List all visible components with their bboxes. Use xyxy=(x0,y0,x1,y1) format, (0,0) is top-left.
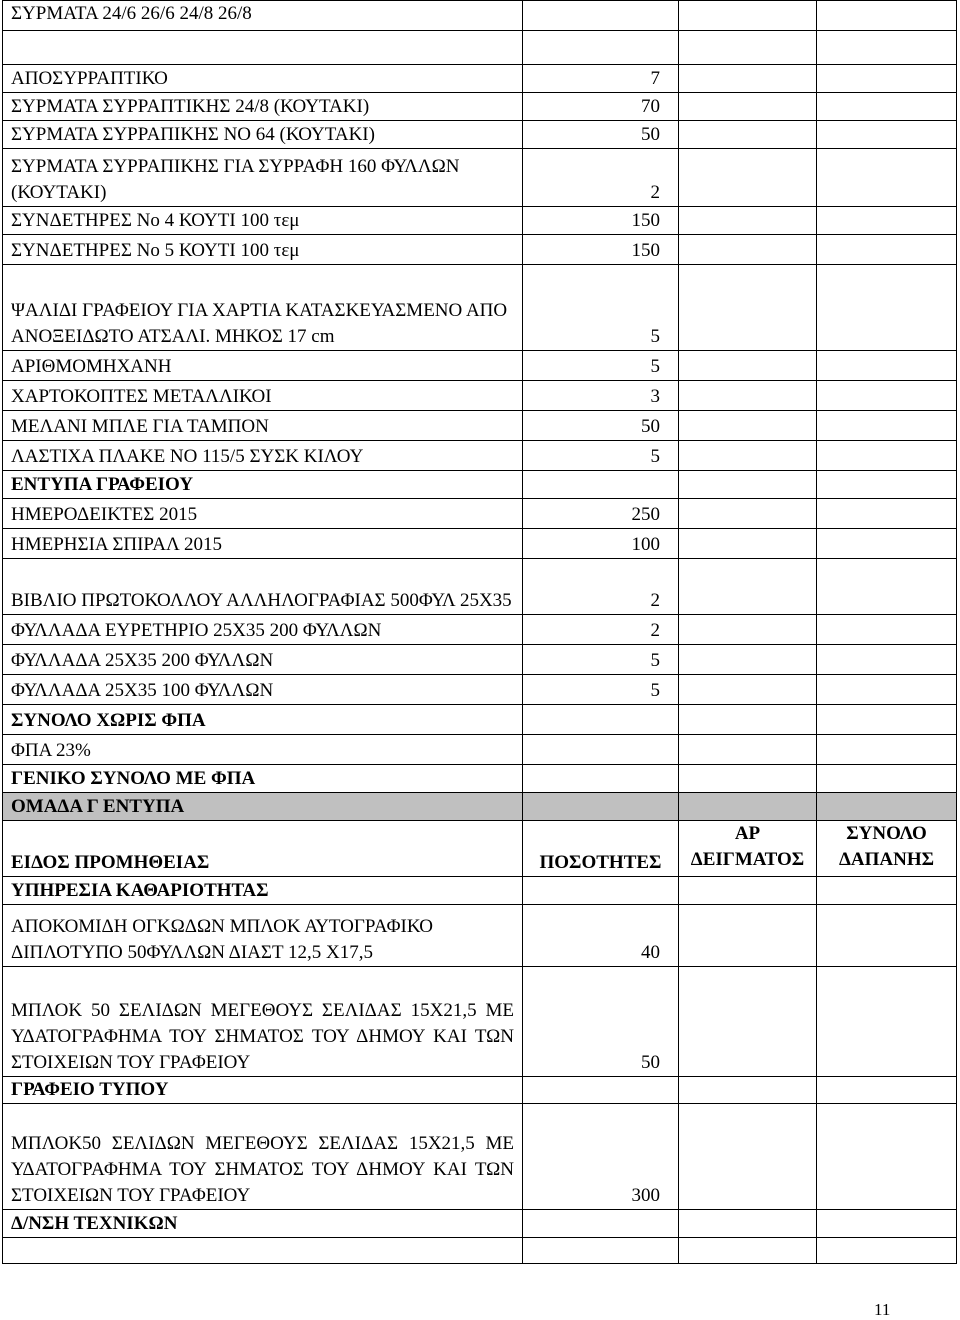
item-cell: ΣΥΡΜΑΤΑ 24/6 26/6 24/8 26/8 xyxy=(3,1,523,31)
qty-cell xyxy=(523,1077,679,1104)
sample-cell xyxy=(679,1104,817,1210)
qty-cell: 300 xyxy=(523,1104,679,1210)
item-cell: ΕΝΤΥΠΑ ΓΡΑΦΕΙΟΥ xyxy=(3,471,523,499)
table-row xyxy=(3,675,957,705)
table-row xyxy=(3,1210,957,1238)
qty-cell: 150 xyxy=(523,235,679,265)
total-cell xyxy=(817,93,957,121)
qty-cell xyxy=(523,471,679,499)
table-row xyxy=(3,1104,957,1210)
qty-cell xyxy=(523,1210,679,1238)
sample-cell xyxy=(679,265,817,351)
qty-cell: 150 xyxy=(523,207,679,235)
sample-cell xyxy=(679,645,817,675)
item-cell: ΑΡΙΘΜΟΜΗΧΑΝΗ xyxy=(3,351,523,381)
item-cell: ΓΡΑΦΕΙΟ ΤΥΠΟΥ xyxy=(3,1077,523,1104)
table-row xyxy=(3,529,957,559)
sample-cell xyxy=(679,529,817,559)
total-cell xyxy=(817,1104,957,1210)
table-row xyxy=(3,265,957,351)
table-row xyxy=(3,559,957,615)
table-row xyxy=(3,31,957,65)
table-row xyxy=(3,645,957,675)
total-cell xyxy=(817,1,957,31)
header-sample: ΑΡ ΔΕΙΓΜΑΤΟΣ xyxy=(679,821,817,877)
item-cell: ΣΥΡΜΑΤΑ ΣΥΡΡΑΠΙΚΗΣ ΝΟ 64 (ΚΟΥΤΑΚΙ) xyxy=(3,121,523,149)
item-cell: ΧΑΡΤΟΚΟΠΤΕΣ ΜΕΤΑΛΛΙΚΟΙ xyxy=(3,381,523,411)
item-cell: ΑΠΟΚΟΜΙΔΗ ΟΓΚΩΔΩΝ ΜΠΛΟΚ ΑΥΤΟΓΡΑΦΙΚΟ ΔΙΠΛΟΤΥΠΟ 50ΦΥΛΛΩΝ ΔΙΑΣΤ 12,5 Χ17,5 xyxy=(3,905,523,967)
total-cell xyxy=(817,645,957,675)
total-cell xyxy=(817,675,957,705)
sample-cell xyxy=(679,1210,817,1238)
group-heading-row xyxy=(3,793,957,821)
total-cell xyxy=(817,265,957,351)
group-heading: ΟΜΑΔΑ Γ ΕΝΤΥΠΑ xyxy=(3,793,523,821)
sample-cell xyxy=(679,559,817,615)
qty-cell: 100 xyxy=(523,529,679,559)
header-item: ΕΙΔΟΣ ΠΡΟΜΗΘΕΙΑΣ xyxy=(3,821,523,877)
table-row xyxy=(3,207,957,235)
total-cell xyxy=(817,441,957,471)
sample-cell xyxy=(679,967,817,1077)
item-cell: ΑΠΟΣΥΡΡΑΠΤΙΚΟ xyxy=(3,65,523,93)
table-row xyxy=(3,1238,957,1264)
item-cell: ΦΥΛΛΑΔΑ ΕΥΡΕΤΗΡΙΟ 25Χ35 200 ΦΥΛΛΩΝ xyxy=(3,615,523,645)
qty-cell xyxy=(523,735,679,765)
sample-cell xyxy=(679,615,817,645)
total-cell xyxy=(817,471,957,499)
qty-cell xyxy=(523,705,679,735)
item-cell: Δ/ΝΣΗ ΤΕΧΝΙΚΩΝ xyxy=(3,1210,523,1238)
procurement-table xyxy=(2,0,957,1264)
table-row xyxy=(3,381,957,411)
qty-cell: 5 xyxy=(523,645,679,675)
table-row xyxy=(3,877,957,905)
item-cell: ΣΥΡΜΑΤΑ ΣΥΡΡΑΠΤΙΚΗΣ 24/8 (ΚΟΥΤΑΚΙ) xyxy=(3,93,523,121)
item-cell: ΗΜΕΡΟΔΕΙΚΤΕΣ 2015 xyxy=(3,499,523,529)
total-cell xyxy=(817,351,957,381)
item-cell: ΜΠΛΟΚ50 ΣΕΛΙΔΩΝ ΜΕΓΕΘΟΥΣ ΣΕΛΙΔΑΣ 15Χ21,5 ΜΕ ΥΔΑΤΟΓΡΑΦΗΜΑ ΤΟΥ ΣΗΜΑΤΟΣ ΤΟΥ ΔΗΜΟΥ ΚΑΙ ΤΩΝ ΣΤΟΙΧΕΙΩΝ ΤΟΥ ΓΡΑΦΕΙΟΥ xyxy=(3,1104,523,1210)
table-row xyxy=(3,905,957,967)
table-row xyxy=(3,1,957,31)
sample-cell xyxy=(679,499,817,529)
table-row xyxy=(3,121,957,149)
sample-cell xyxy=(679,351,817,381)
total-cell xyxy=(817,235,957,265)
sample-cell xyxy=(679,93,817,121)
table-row xyxy=(3,615,957,645)
table-row xyxy=(3,1077,957,1104)
sample-cell xyxy=(679,1238,817,1264)
sample-cell xyxy=(679,121,817,149)
total-cell xyxy=(817,905,957,967)
table-row xyxy=(3,765,957,793)
total-cell xyxy=(817,65,957,93)
table-row xyxy=(3,93,957,121)
qty-cell xyxy=(523,1238,679,1264)
total-cell xyxy=(817,499,957,529)
qty-cell: 5 xyxy=(523,265,679,351)
total-cell xyxy=(817,765,957,793)
sample-cell xyxy=(679,207,817,235)
item-cell: ΣΥΡΜΑΤΑ ΣΥΡΡΑΠΙΚΗΣ ΓΙΑ ΣΥΡΡΑΦΗ 160 ΦΥΛΛΩΝ (ΚΟΥΤΑΚΙ) xyxy=(3,149,523,207)
sample-cell xyxy=(679,1077,817,1104)
item-cell: ΣΥΝΔΕΤΗΡΕΣ Νο 5 ΚΟΥΤΙ 100 τεμ xyxy=(3,235,523,265)
total-cell xyxy=(817,411,957,441)
sample-cell xyxy=(679,905,817,967)
qty-cell: 70 xyxy=(523,93,679,121)
sample-cell xyxy=(679,1,817,31)
qty-cell xyxy=(523,765,679,793)
sample-cell xyxy=(679,235,817,265)
sample-cell xyxy=(679,149,817,207)
table-row xyxy=(3,705,957,735)
sample-cell xyxy=(679,675,817,705)
sample-cell xyxy=(679,735,817,765)
item-cell: ΦΥΛΛΑΔΑ 25Χ35 200 ΦΥΛΛΩΝ xyxy=(3,645,523,675)
table-row xyxy=(3,149,957,207)
table-row xyxy=(3,441,957,471)
qty-cell: 40 xyxy=(523,905,679,967)
sample-cell xyxy=(679,441,817,471)
item-cell: ΦΠΑ 23% xyxy=(3,735,523,765)
total-cell xyxy=(817,877,957,905)
item-cell xyxy=(3,1238,523,1264)
qty-cell: 250 xyxy=(523,499,679,529)
qty-cell: 5 xyxy=(523,441,679,471)
qty-cell: 5 xyxy=(523,675,679,705)
qty-cell xyxy=(523,1,679,31)
qty-cell: 50 xyxy=(523,967,679,1077)
qty-cell: 50 xyxy=(523,121,679,149)
sample-cell xyxy=(679,471,817,499)
total-cell xyxy=(817,121,957,149)
sample-cell xyxy=(679,877,817,905)
table-row xyxy=(3,967,957,1077)
top-section xyxy=(3,1,957,793)
total-cell xyxy=(817,615,957,645)
item-cell: ΒΙΒΛΙΟ ΠΡΩΤΟΚΟΛΛΟΥ ΑΛΛΗΛΟΓΡΑΦΙΑΣ 500ΦΥΛ 25Χ35 xyxy=(3,559,523,615)
item-cell: ΜΠΛΟΚ 50 ΣΕΛΙΔΩΝ ΜΕΓΕΘΟΥΣ ΣΕΛΙΔΑΣ 15Χ21,5 ΜΕ ΥΔΑΤΟΓΡΑΦΗΜΑ ΤΟΥ ΣΗΜΑΤΟΣ ΤΟΥ ΔΗΜΟΥ ΚΑΙ ΤΩΝ ΣΤΟΙΧΕΙΩΝ ΤΟΥ ΓΡΑΦΕΙΟΥ xyxy=(3,967,523,1077)
total-cell xyxy=(817,1238,957,1264)
header-qty: ΠΟΣΟΤΗΤΕΣ xyxy=(523,821,679,877)
total-cell xyxy=(817,967,957,1077)
total-cell xyxy=(817,559,957,615)
total-cell xyxy=(817,735,957,765)
sample-cell xyxy=(679,705,817,735)
table-row xyxy=(3,235,957,265)
qty-cell: 50 xyxy=(523,411,679,441)
table-row xyxy=(3,499,957,529)
bottom-section xyxy=(3,877,957,1264)
table-row xyxy=(3,411,957,441)
total-cell xyxy=(817,149,957,207)
total-cell xyxy=(817,529,957,559)
total-cell xyxy=(817,207,957,235)
total-cell xyxy=(817,1077,957,1104)
qty-cell: 2 xyxy=(523,149,679,207)
qty-cell xyxy=(523,877,679,905)
item-cell: ΜΕΛΑΝΙ ΜΠΛΕ ΓΙΑ ΤΑΜΠΟΝ xyxy=(3,411,523,441)
qty-cell xyxy=(523,31,679,65)
item-cell: ΥΠΗΡΕΣΙΑ ΚΑΘΑΡΙΟΤΗΤΑΣ xyxy=(3,877,523,905)
table-row xyxy=(3,735,957,765)
total-cell xyxy=(817,31,957,65)
item-cell: ΦΥΛΛΑΔΑ 25Χ35 100 ΦΥΛΛΩΝ xyxy=(3,675,523,705)
total-cell xyxy=(817,1210,957,1238)
qty-cell: 7 xyxy=(523,65,679,93)
item-cell: ΓΕΝΙΚΟ ΣΥΝΟΛΟ ΜΕ ΦΠΑ xyxy=(3,765,523,793)
qty-cell: 5 xyxy=(523,351,679,381)
sample-cell xyxy=(679,765,817,793)
column-header-row xyxy=(3,821,957,877)
sample-cell xyxy=(679,65,817,93)
header-total: ΣΥΝΟΛΟ ΔΑΠΑΝΗΣ xyxy=(817,821,957,877)
item-cell: ΣΥΝΟΛΟ ΧΩΡΙΣ ΦΠΑ xyxy=(3,705,523,735)
sample-cell xyxy=(679,381,817,411)
sample-cell xyxy=(679,31,817,65)
qty-cell: 3 xyxy=(523,381,679,411)
table-row xyxy=(3,65,957,93)
table-row xyxy=(3,471,957,499)
qty-cell: 2 xyxy=(523,615,679,645)
page-number: 11 xyxy=(874,1300,891,1319)
group-section xyxy=(3,793,957,877)
item-cell: ΛΑΣΤΙΧΑ ΠΛΑΚΕ ΝΟ 115/5 ΣΥΣΚ ΚΙΛΟΥ xyxy=(3,441,523,471)
table-row xyxy=(3,351,957,381)
item-cell: ΣΥΝΔΕΤΗΡΕΣ Νο 4 ΚΟΥΤΙ 100 τεμ xyxy=(3,207,523,235)
item-cell: ΨΑΛΙΔΙ ΓΡΑΦΕΙΟΥ ΓΙΑ ΧΑΡΤΙΑ ΚΑΤΑΣΚΕΥΑΣΜΕΝΟ ΑΠΟ ΑΝΟΞΕΙΔΩΤΟ ΑΤΣΑΛΙ. ΜΗΚΟΣ 17 cm xyxy=(3,265,523,351)
qty-cell: 2 xyxy=(523,559,679,615)
item-cell: ΗΜΕΡΗΣΙΑ ΣΠΙΡΑΛ 2015 xyxy=(3,529,523,559)
item-cell xyxy=(3,31,523,65)
total-cell xyxy=(817,705,957,735)
total-cell xyxy=(817,381,957,411)
sample-cell xyxy=(679,411,817,441)
